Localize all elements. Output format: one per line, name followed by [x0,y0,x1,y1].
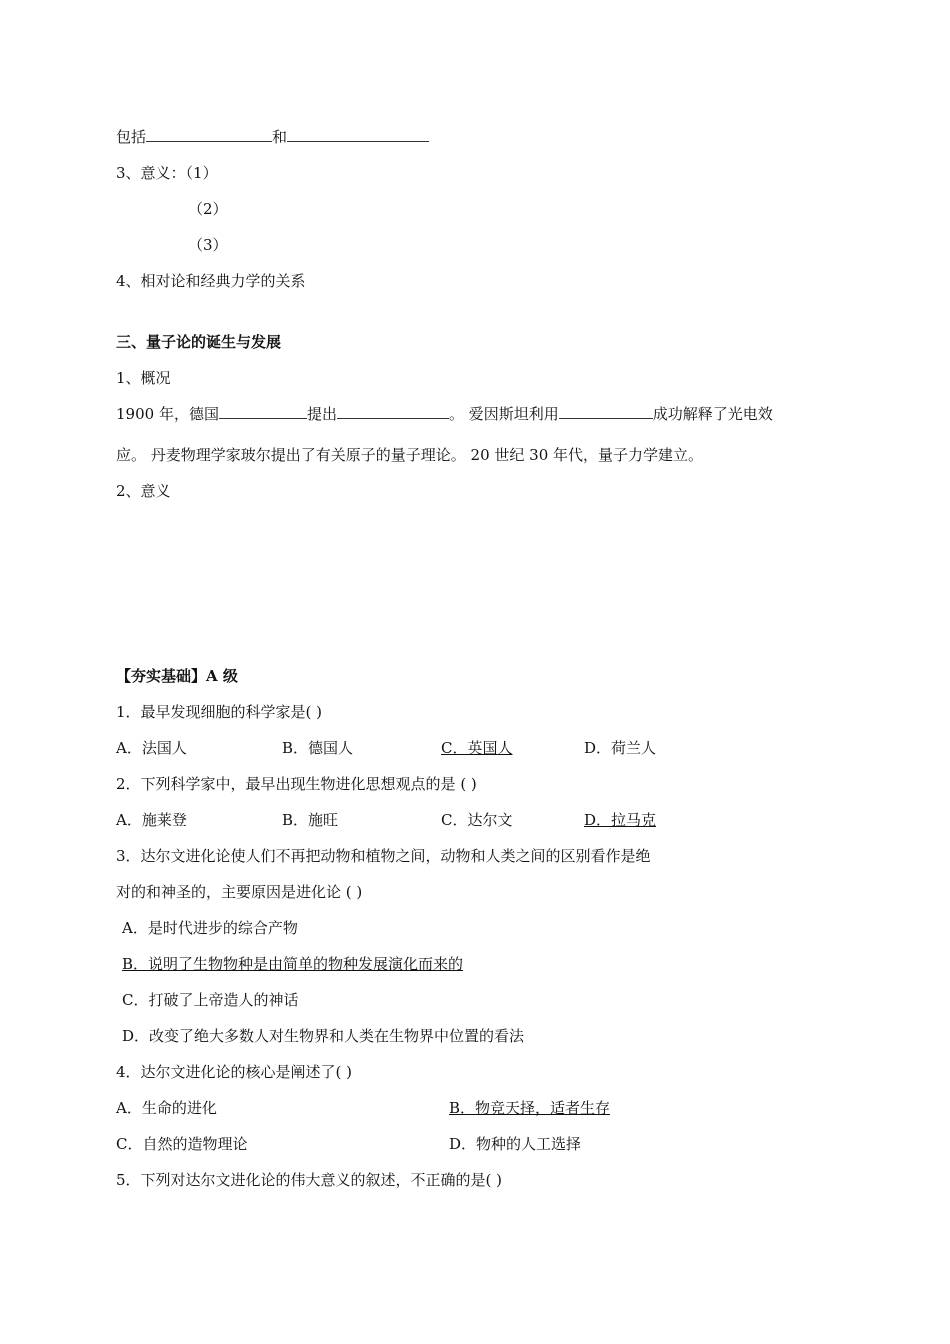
q2-option-a[interactable]: A．施莱登 [116,811,187,829]
question-2-stem: 2．下列科学家中，最早出现生物进化思想观点的是 ( ) [116,775,477,793]
blank-field[interactable] [559,404,653,419]
includes-and: 和 [272,128,288,146]
significance-heading: 2、意义 [116,482,171,500]
blank-field[interactable] [337,404,449,419]
q1-option-b[interactable]: B．德国人 [282,739,354,757]
question-5-stem: 5．下列对达尔文进化论的伟大意义的叙述，不正确的是( ) [116,1171,503,1189]
blank-field[interactable] [146,127,272,142]
q1-option-a[interactable]: A．法国人 [116,739,187,757]
significance-item-2: （2） [188,200,228,218]
includes-line [116,127,429,147]
text-fragment: 。 爱因斯坦利用 [448,405,559,423]
q4-option-a[interactable]: A．生命的进化 [116,1099,217,1117]
q2-option-d[interactable]: D．拉马克 [584,811,657,829]
section-heading-quantum: 三、量子论的诞生与发展 [116,333,282,351]
q4-option-c[interactable]: C．自然的造物理论 [116,1135,248,1153]
question-1-stem: 1．最早发现细胞的科学家是( ) [116,703,323,721]
q3-option-a[interactable]: A．是时代进步的综合产物 [122,919,298,937]
blank-field[interactable] [287,127,429,142]
text-fragment: 1900 年，德国 [116,405,219,423]
relativity-relation-item: 4、相对论和经典力学的关系 [116,272,306,290]
blank-field[interactable] [219,404,307,419]
q3-option-d[interactable]: D．改变了绝大多数人对生物界和人类在生物界中位置的看法 [122,1027,525,1045]
q4-option-d[interactable]: D．物种的人工选择 [449,1135,582,1153]
question-4-stem: 4．达尔文进化论的核心是阐述了( ) [116,1063,353,1081]
question-3-stem-line-1: 3．达尔文进化论使人们不再把动物和植物之间，动物和人类之间的区别看作是绝 [116,847,651,865]
q3-option-b[interactable]: B．说明了生物物种是由简单的物种发展演化而来的 [122,955,464,973]
includes-prefix: 包括 [116,128,147,146]
q3-option-c[interactable]: C．打破了上帝造人的神话 [122,991,299,1009]
q4-option-b[interactable]: B．物竞天择，适者生存 [449,1099,611,1117]
text-fragment: 提出 [306,405,337,423]
quantum-paragraph-line-1 [116,404,773,424]
quantum-paragraph-line-2: 应。 丹麦物理学家玻尔提出了有关原子的量子理论。 20 世纪 30 年代，量子力学建立。 [116,446,704,464]
overview-item: 1、概况 [116,369,171,387]
text-fragment: 成功解释了光电效 [652,405,773,423]
q2-option-c[interactable]: C．达尔文 [441,811,513,829]
q1-option-c[interactable]: C．英国人 [441,739,513,757]
exercise-heading: 【夯实基础】A 级 [116,667,238,685]
q2-option-b[interactable]: B．施旺 [282,811,339,829]
question-3-stem-line-2: 对的和神圣的，主要原因是进化论 ( ) [116,883,363,901]
significance-item-3: （3） [188,236,228,254]
q1-option-d[interactable]: D．荷兰人 [584,739,657,757]
significance-item-1: 3、意义：（1） [116,164,218,182]
